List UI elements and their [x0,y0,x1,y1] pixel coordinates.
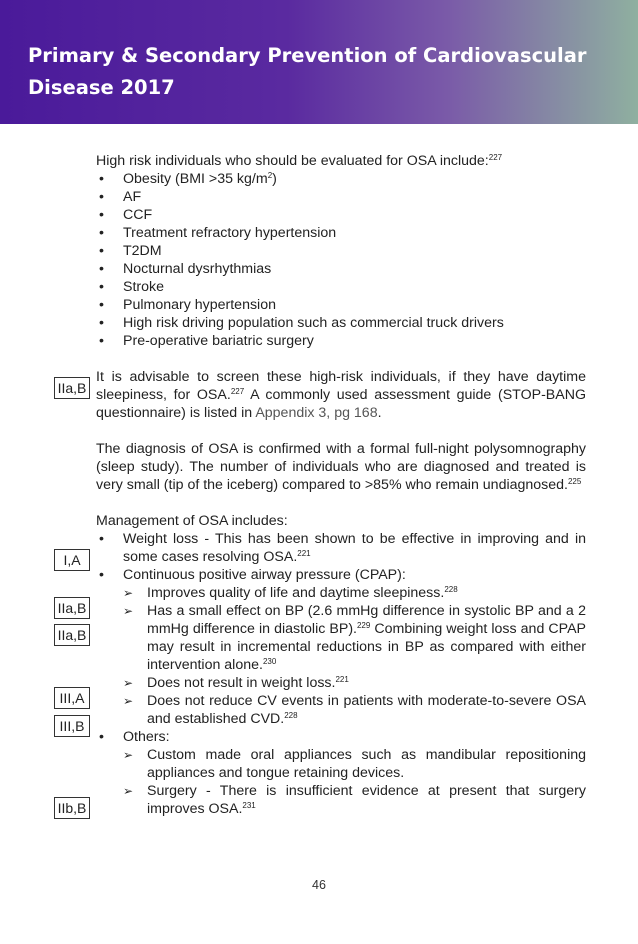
list-item: • Weight loss - This has been shown to be effective in improving and in some cases resolving OSA.$^{221}$ [96,530,586,566]
sublist-item: ➢ Has a small effect on BP (2.6 mmHg difference in systolic BP and a 2 mmHg difference in diastolic BP).$^{229}$ Combining weight loss and CPAP may result in incremental reductions in BP as compared with either intervention alone.$^{230}$ [96,602,586,674]
screening-paragraph: It is advisable to screen these high-risk individuals, if they have daytime sleepiness, for OSA.$^{227}$ A commonly used assessment guide (STOP-BANG questionnaire) is listed in Appendix 3, pg 168. [96,369,586,421]
others-list [96,728,586,746]
main-content [96,152,586,818]
risk-intro-text: High risk individuals who should be evaluated for OSA include: [96,153,489,169]
sublist-item: ➢ Surgery - There is insufficient evidence at present that surgery improves OSA.$^{231}$ [96,782,586,818]
reference-superscript: 225 [567,477,582,486]
sublist-item: ➢ Does not result in weight loss.$^{221}$ [96,674,586,692]
list-item: • Stroke [96,278,586,296]
list-item: • Treatment refractory hypertension [96,224,586,242]
risk-factor-list [96,170,586,350]
recommendation-grade-box: IIa,B [54,597,90,619]
cpap-sublist [96,584,586,728]
unit-superscript: 2 [267,171,273,180]
list-item: • CCF [96,206,586,224]
list-item: • Nocturnal dysrhythmias [96,260,586,278]
list-item: • High risk driving population such as commercial truck drivers [96,314,586,332]
recommendation-grade-box: IIb,B [54,797,90,819]
list-item: • AF [96,188,586,206]
reference-superscript: 221 [297,549,311,558]
reference-superscript: 227 [488,153,503,162]
recommendation-grade-box: IIa,B [54,624,90,646]
list-item: • Pre-operative bariatric surgery [96,332,586,350]
list-item: • Others: [96,728,586,746]
sublist-item: ➢ Improves quality of life and daytime sleepiness.$^{228}$ [96,584,586,602]
page-title: Primary & Secondary Prevention of Cardiovascular Disease 2017 [28,44,587,99]
recommendation-grade-box: IIa,B [54,377,90,399]
list-item: • Pulmonary hypertension [96,296,586,314]
recommendation-grade-box: III,B [54,715,90,737]
sublist-item: ➢ Custom made oral appliances such as mandibular repositioning appliances and tongue retaining devices. [96,746,586,782]
recommendation-grade-box: I,A [54,549,90,571]
others-sublist [96,746,586,818]
sublist-item: ➢ Does not reduce CV events in patients with moderate-to-severe OSA and established CVD.$^{228}$ [96,692,586,728]
header-banner [0,0,638,124]
reference-superscript: 227 [230,387,245,396]
page-number: 46 [312,878,326,892]
list-item: • Continuous positive airway pressure (CPAP): [96,566,586,584]
recommendation-grade-box: III,A [54,687,90,709]
management-heading: Management of OSA includes: [96,513,288,529]
risk-intro [96,152,586,170]
list-item: • Obesity (BMI >35 $kg/m^2$) [96,170,586,188]
list-item: • T2DM [96,242,586,260]
appendix-link[interactable]: Appendix 3, pg 168 [255,405,378,421]
diagnosis-paragraph: The diagnosis of OSA is confirmed with a formal full-night polysomnography (sleep study). The number of individuals who are diagnosed and treated is very small (tip of the iceberg) compared to >85% who remain undiagnosed.$^{225}$ [96,441,586,493]
management-list [96,530,586,584]
